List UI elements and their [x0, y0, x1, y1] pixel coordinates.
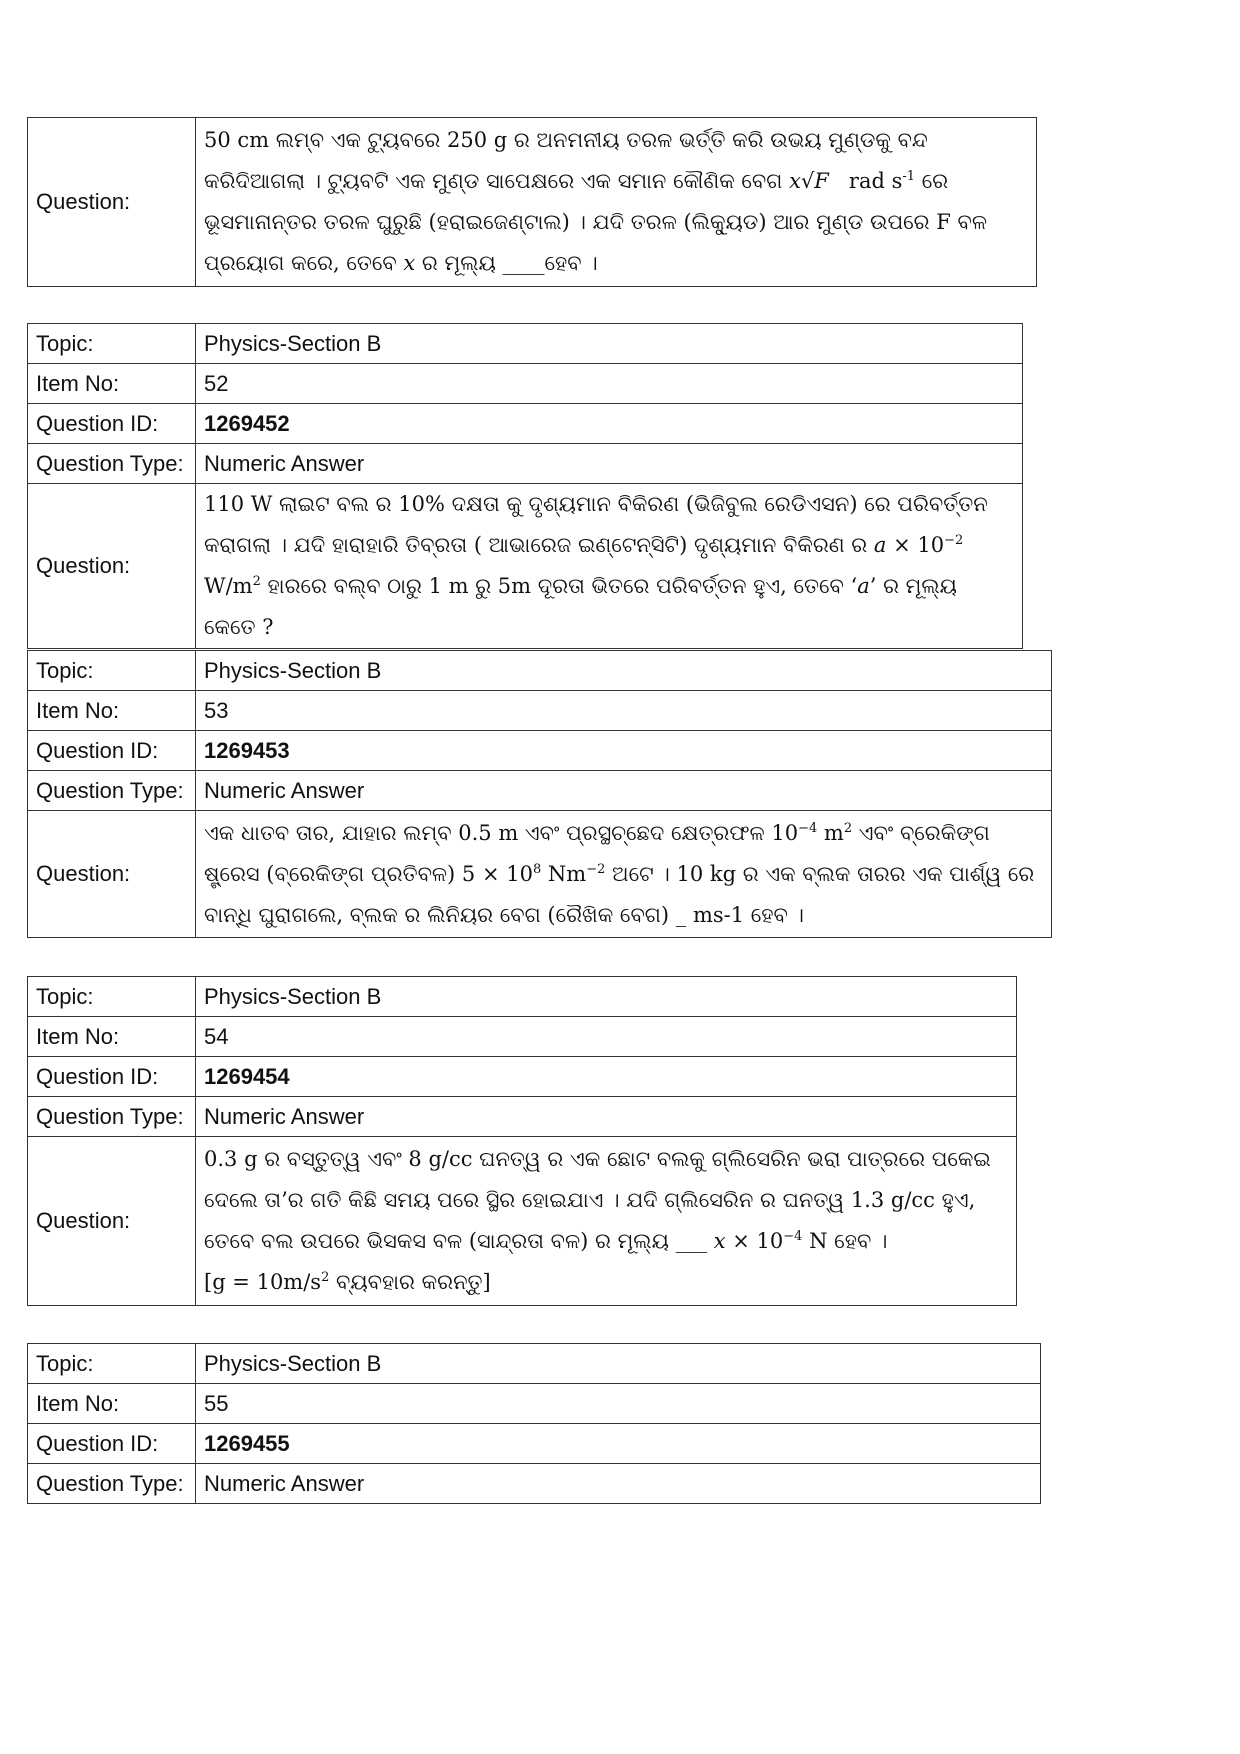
question-type-value: Numeric Answer [196, 1097, 1017, 1137]
topic-value: Physics-Section B [196, 324, 1023, 364]
item-no-value: 55 [196, 1384, 1041, 1424]
item-no-label: Item No: [28, 1017, 196, 1057]
item-no-label: Item No: [28, 691, 196, 731]
item-no-label: Item No: [28, 364, 196, 404]
question-type-label: Question Type: [28, 771, 196, 811]
question-label: Question: [28, 1137, 196, 1306]
question-type-value: Numeric Answer [196, 771, 1052, 811]
question-id-value: 1269453 [196, 731, 1052, 771]
topic-label: Topic: [28, 977, 196, 1017]
topic-value: Physics-Section B [196, 1344, 1041, 1384]
question-id-label: Question ID: [28, 1057, 196, 1097]
question-text: ଏକ ଧାତବ ତାର, ଯାହାର ଲମ୍ବ 0.5 m ଏବଂ ପ୍ରସ୍ଥଚ୍ଛେଦ କ୍ଷେତ୍ରଫଳ $10^{-4}$ $m^2$ ଏବଂ ବ୍ରେକିଙ୍ଗ ଷ୍ଟ୍ରେସ (ବ୍ରେକିଙ୍ଗ ପ୍ରତିବଳ) $5 \times 10^8$ $Nm^{-2}$ ଅଟେ । 10 kg ର ଏକ ବ୍ଲକ ତାରର ଏକ ପାର୍ଶ୍ୱ ରେ ବାନ୍ଧି ଘୁରାଗଲେ, ବ୍ଲକ ର ଲିନିୟର ବେଗ (ରୈଖିକ ବେଗ) _ ms-1 ହେବ । [196, 811, 1052, 938]
item-no-label: Item No: [28, 1384, 196, 1424]
item-no-value: 54 [196, 1017, 1017, 1057]
topic-label: Topic: [28, 1344, 196, 1384]
question-id-label: Question ID: [28, 404, 196, 444]
question-type-value: Numeric Answer [196, 444, 1023, 484]
question-type-value: Numeric Answer [196, 1464, 1041, 1504]
item-no-value: 52 [196, 364, 1023, 404]
question-label: Question: [28, 811, 196, 938]
question-type-label: Question Type: [28, 1464, 196, 1504]
question-type-label: Question Type: [28, 1097, 196, 1137]
question-block-52 [27, 323, 1023, 649]
topic-label: Topic: [28, 324, 196, 364]
question-block-53 [27, 650, 1052, 938]
question-id-value: 1269452 [196, 404, 1023, 444]
question-text: 0.3 g ର ବସ୍ତୁତ୍ୱ ଏବଂ 8 g/cc ଘନତ୍ୱ ର ଏକ ଛୋଟ ବଲକୁ ଗ୍ଲିସେରିନ ଭରା ପାତ୍ରରେ ପକେଇ ଦେଲେ ତା’ର ଗତି କିଛି ସମୟ ପରେ ସ୍ଥିର ହୋଇଯାଏ । ଯଦି ଗ୍ଲିସେରିନ ର ଘନତ୍ୱ 1.3 g/cc ହୁଏ, ତେବେ ବଲ ଉପରେ ଭିସକସ ବଳ (ସାନ୍ଦ୍ରତା ବଳ) ର ମୂଲ୍ୟ ___ $x \times 10^{-4}$ N ହେବ । [$g = 10m/s^2$ ବ୍ୟବହାର କରନ୍ତୁ] [196, 1137, 1017, 1306]
question-type-label: Question Type: [28, 444, 196, 484]
question-id-label: Question ID: [28, 731, 196, 771]
question-block-55 [27, 1343, 1041, 1504]
topic-value: Physics-Section B [196, 977, 1017, 1017]
question-block-54 [27, 976, 1017, 1306]
question-text: 50 cm ଲମ୍ବ ଏକ ଟ୍ୟୁବରେ 250 g ର ଅନମନୀୟ ତରଳ ଭର୍ତ୍ତି କରି ଉଭୟ ମୁଣ୍ଡକୁ ବନ୍ଦ କରିଦିଆଗଲା । ଟ୍ୟୁବଟି ଏକ ମୁଣ୍ଡ ସାପେକ୍ଷରେ ଏକ ସମାନ କୌଣିକ ବେଗ x√F rad $s^{-1}$ ରେ ଭୂସମାନାନ୍ତର ତରଳ ଘୁରୁଛି (ହରାଇଜେଣ୍ଟାଲ) । ଯଦି ତରଳ (ଲିକ୍ୟୁଡ) ଆର ମୁଣ୍ଡ ଉପରେ F ବଳ ପ୍ରୟୋଗ କରେ, ତେବେ x ର ମୂଲ୍ୟ ____ହେବ । [196, 118, 1037, 287]
topic-label: Topic: [28, 651, 196, 691]
question-id-label: Question ID: [28, 1424, 196, 1464]
question-block-51 [27, 117, 1037, 287]
question-id-value: 1269455 [196, 1424, 1041, 1464]
question-id-value: 1269454 [196, 1057, 1017, 1097]
item-no-value: 53 [196, 691, 1052, 731]
question-label: Question: [28, 118, 196, 287]
topic-value: Physics-Section B [196, 651, 1052, 691]
question-text: 110 W ଲାଇଟ ବଲ ର 10% ଦକ୍ଷତା କୁ ଦୃଶ୍ୟମାନ ବିକିରଣ (ଭିଜିବୁଲ ରେଡିଏସନ) ରେ ପରିବର୍ତ୍ତନ କରାଗଲା । ଯଦି ହାରାହାରି ତିବ୍ରତା ( ଆଭାରେଜ ଇଣ୍ଟେନ୍ସିଟି) ଦୃଶ୍ୟମାନ ବିକିରଣ ର $a \times 10^{-2}$ $W/m^2$ ହାରରେ ବଲ୍ବ ଠାରୁ 1 m ରୁ 5m ଦୂରତା ଭିତରେ ପରିବର୍ତ୍ତନ ହୁଏ, ତେବେ ‘a’ ର ମୂଲ୍ୟ କେତେ ? [196, 484, 1023, 649]
question-label: Question: [28, 484, 196, 649]
